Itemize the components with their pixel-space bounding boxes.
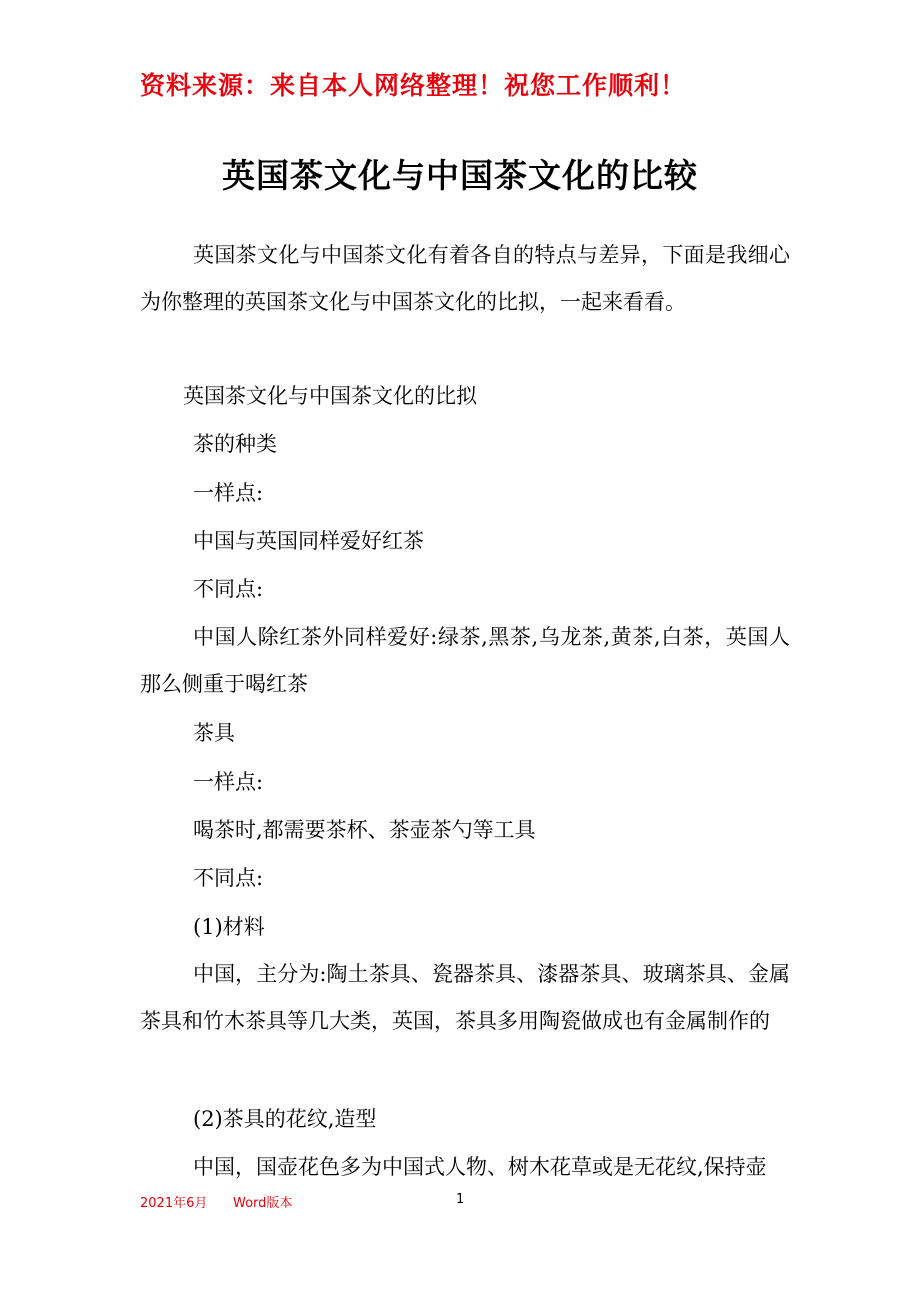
source-banner: 资料来源：来自本人网络整理！祝您工作顺利！ [140,71,687,100]
tea-types-heading: 茶的种类 [193,432,277,456]
tea-types-diff-label: 不同点: [193,577,264,601]
pattern-text: 中国，国壶花色多为中国式人物、树木花草或是无花纹,保持壶 [193,1155,767,1179]
material-heading: (1)材料 [193,915,265,939]
tea-types-diff-text: 中国人除红茶外同样爱好:绿茶,黑茶,乌龙茶,黄茶,白茶，英国人那么侧重于喝红茶 [140,625,790,696]
material-text: 中国，主分为:陶土茶具、瓷器茶具、漆器茶具、玻璃茶具、金属茶具和竹木茶具等几大类，英国，茶具多用陶瓷做成也有金属制作的 [140,962,790,1033]
teaware-same-text: 喝茶时,都需要茶杯、茶壶茶勺等工具 [193,818,536,842]
teaware-diff-label: 不同点: [193,866,264,890]
document-title: 英国茶文化与中国茶文化的比较 [222,156,698,195]
footer-version: Word版本 [233,1196,293,1211]
intro-paragraph: 英国茶文化与中国茶文化有着各自的特点与差异，下面是我细心为你整理的英国茶文化与中国茶文化的比拟，一起来看看。 [140,243,790,314]
pattern-heading: (2)茶具的花纹,造型 [193,1107,377,1131]
teaware-heading: 茶具 [193,721,235,745]
page-number: 1 [456,1192,465,1207]
footer-date: 2021年6月 [140,1196,208,1211]
teaware-same-label: 一样点: [193,770,264,794]
section-title: 英国茶文化与中国茶文化的比拟 [183,384,477,408]
tea-types-same-label: 一样点: [193,481,264,505]
tea-types-same-text: 中国与英国同样爱好红茶 [193,529,424,553]
